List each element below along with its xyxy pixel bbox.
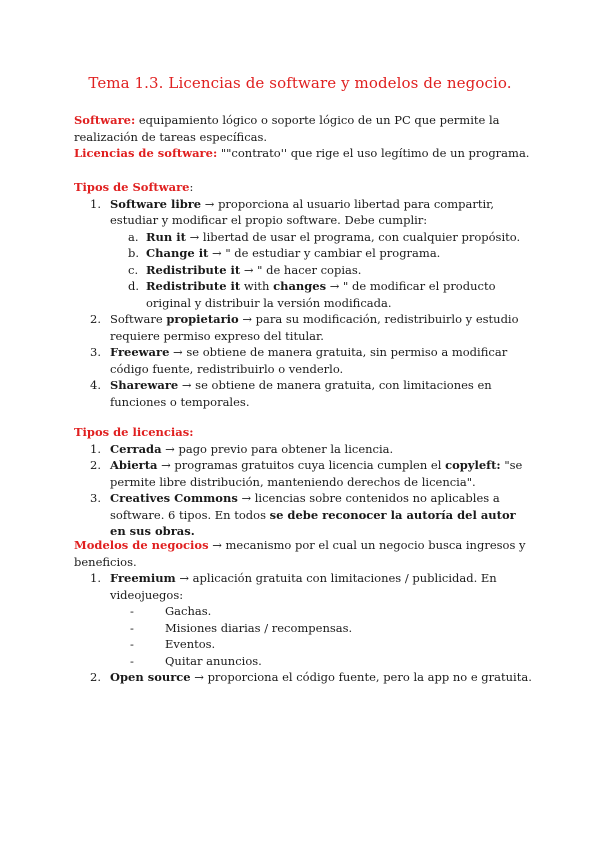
sub-list (110, 229, 534, 312)
list-item: d. Redistribute it with changes → " de modificar el producto original y distribuir la versión modificada. (128, 279, 496, 310)
list-item: - Eventos. (130, 637, 216, 651)
page-title: Tema 1.3. Licencias de software y modelos de negocio. (88, 74, 512, 92)
list-item: a. Run it → libertad de usar el programa, con cualquier propósito. (128, 229, 521, 244)
section-heading: Modelos de negocios → mecanismo por el cual un negocio busca ingresos y beneficios. (74, 538, 526, 569)
sub-list (110, 603, 534, 669)
licence-types-list (74, 441, 534, 540)
list-item: 2. Abierta → programas gratuitos cuya licencia cumplen el copyleft: "se permite libre distribución, manteniendo derechos de licencia". (90, 458, 523, 489)
software-types-list (74, 196, 534, 411)
list-item: - Quitar anuncios. (130, 653, 262, 668)
list-item: - Gachas. (130, 604, 212, 618)
list-item: 1. Software libre → proporciona al usuario libertad para compartir, estudiar y modificar el propio software. Debe cumplir: a. Run it → libertad de usar el programa, con cualquier propósito. b. Change it → " de estudiar y cambiar el programa. c. Redistribute it → " de hacer copias. d. Redistribute it with changes → " de modificar el producto original y distribuir la versión modificada. (110, 196, 534, 312)
section-heading: Tipos de Software: (74, 180, 194, 194)
list-item: 3. Freeware → se obtiene de manera gratuita, sin permiso a modificar código fuente, redistribuirlo o venderlo. (90, 345, 508, 376)
section-tipos-software (74, 179, 534, 410)
list-item: 2. Open source → proporciona el código fuente, pero la app no e gratuita. (90, 670, 532, 684)
section-tipos-licencias (74, 424, 534, 540)
list-item: 1. Cerrada → pago previo para obtener la licencia. (90, 441, 394, 456)
definition-software: Software: equipamiento lógico o soporte lógico de un PC que permite la realización de tareas específicas. (74, 113, 500, 144)
section-modelos-negocio (74, 537, 534, 686)
definition-licencias: Licencias de software: ""contrato'' que rige el uso legítimo de un programa. (74, 146, 530, 160)
list-item: 4. Shareware → se obtiene de manera gratuita, con limitaciones en funciones o temporales. (90, 378, 492, 409)
list-item: c. Redistribute it → " de hacer copias. (128, 262, 362, 277)
list-item: 3. Creatives Commons → licencias sobre contenidos no aplicables a software. 6 tipos. En todos se debe reconocer la autoría del autor en sus obras. (90, 491, 516, 538)
list-item: 2. Software propietario → para su modificación, redistribuirlo y estudio requiere permiso expreso del titular. (90, 312, 519, 343)
section-heading: Tipos de licencias: (74, 425, 194, 439)
list-item: - Misiones diarias / recompensas. (130, 620, 353, 635)
list-item: 1. Freemium → aplicación gratuita con limitaciones / publicidad. En videojuegos: - Gachas. - Misiones diarias / recompensas. - Eventos. - Quitar anuncios. (110, 570, 534, 669)
business-models-list (74, 570, 534, 686)
list-item: b. Change it → " de estudiar y cambiar el programa. (128, 246, 441, 260)
definitions (74, 112, 534, 162)
